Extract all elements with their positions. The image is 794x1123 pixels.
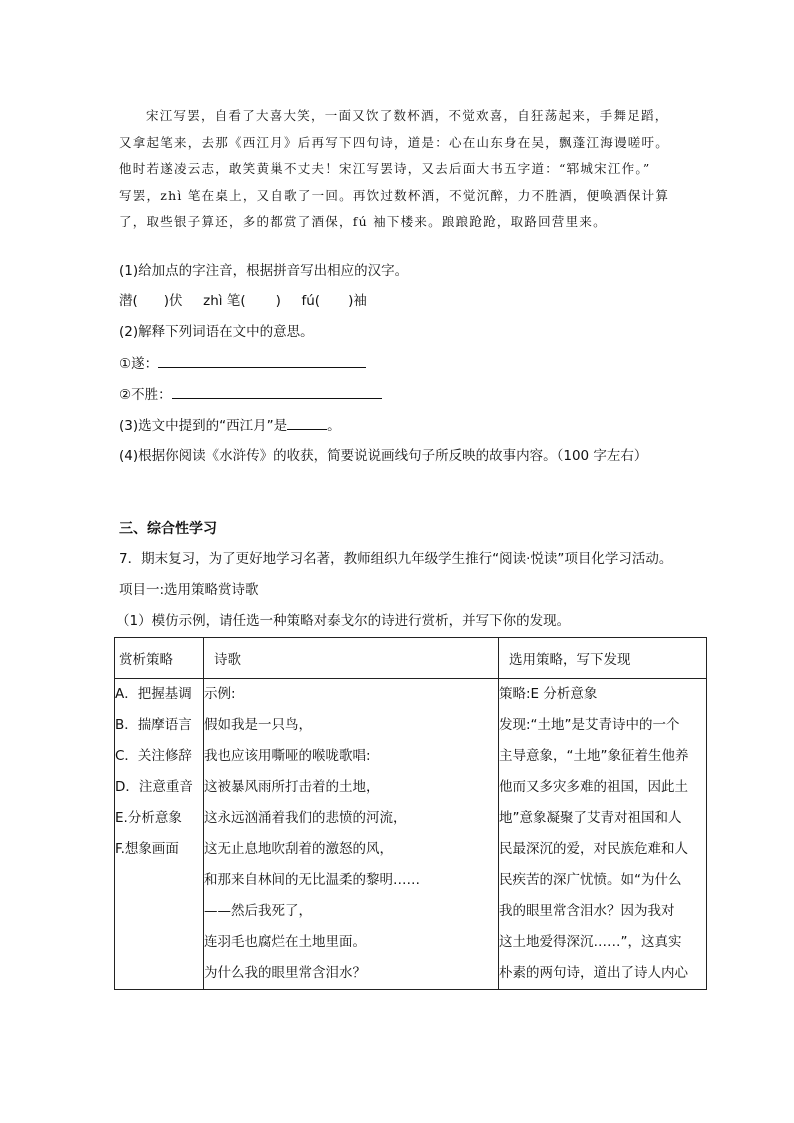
question-4: (4)根据你阅读《水浒传》的收获，简要说说画线句子所反映的故事内容。（100 字左右） — [119, 448, 648, 464]
table-row — [115, 679, 707, 990]
question-2-item-1 — [119, 353, 366, 374]
answer-line[interactable] — [287, 415, 327, 430]
finding-cell — [499, 679, 707, 990]
poem-line: 这被暴风雨所打击着的土地， — [204, 779, 380, 795]
question-3 — [119, 415, 341, 436]
strategy-item: F.想象画面 — [115, 841, 179, 857]
fill-word-2-suffix: ) — [275, 293, 281, 309]
poem-line: 我也应该用嘶哑的喉咙歌唱: — [204, 748, 371, 764]
finding-line: 策略:E 分析意象 — [499, 686, 598, 702]
table-header-row — [115, 638, 707, 679]
passage-line: 宋江写罢，自看了大喜大笑，一面又饮了数杯酒，不觉欢喜，自狂荡起来，手舞足蹈， — [146, 108, 669, 123]
passage-line: 他时若遂凌云志，敢笑黄巢不丈夫！宋江写罢诗，又去后面大书五字道：“郓城宋江作。” — [119, 161, 651, 176]
fill-word-3-prefix: fú( — [301, 293, 321, 309]
finding-line: 民疾苦的深广忧愤。如“为什么 — [499, 872, 682, 888]
strategy-list — [115, 679, 204, 990]
poem-line: 假如我是一只鸟， — [204, 717, 312, 733]
strategy-item: D．注意重音 — [115, 779, 193, 795]
question-2-item-2 — [119, 384, 382, 405]
item-label: ②不胜： — [119, 387, 172, 403]
passage-excerpt — [119, 103, 704, 236]
poem-cell — [204, 679, 499, 990]
poem-line: 连羽毛也腐烂在土地里面。 — [204, 934, 366, 950]
poem-line: 为什么我的眼里常含泪水？ — [204, 965, 366, 981]
passage-line: 写罢，zhì 笔在桌上，又自歌了一回。再饮过数杯酒，不觉沉醉，力不胜酒，便唤酒保计算 — [119, 187, 670, 203]
appreciation-table — [114, 637, 707, 990]
fill-word-3-suffix: )袖 — [348, 293, 367, 309]
fill-word-2-prefix: zhì 笔( — [203, 293, 246, 309]
question-7-sub-1: （1）模仿示例，请任选一种策略对泰戈尔的诗进行赏析，并写下你的发现。 — [116, 613, 571, 629]
strategy-item: C．关注修辞 — [115, 748, 192, 764]
strategy-item: E.分析意象 — [115, 810, 182, 826]
finding-line: 地”意象凝聚了艾青对祖国和人 — [499, 810, 682, 826]
project-title: 项目一:选用策略赏诗歌 — [119, 582, 259, 598]
poem-line: 和那来自林间的无比温柔的黎明…… — [204, 872, 420, 888]
poem-line: 这无止息地吹刮着的激怒的风， — [204, 841, 393, 857]
question-3-text: (3)选文中提到的“西江月”是 — [119, 418, 288, 434]
finding-line: 主导意象，“土地”象征着生他养 — [499, 748, 689, 764]
poem-line: ——然后我死了， — [204, 903, 312, 919]
poem-line: 这永远汹涌着我们的悲愤的河流， — [204, 810, 407, 826]
finding-line: 民最深沉的爱，对民族危难和人 — [499, 841, 688, 857]
passage-line: 了，取些银子算还，多的都赏了酒保，fú 袖下楼来。踉踉跄跄，取路回营里来。 — [119, 214, 607, 229]
header-poem: 诗歌 — [204, 638, 499, 679]
fill-word-1-suffix: )伏 — [163, 293, 183, 309]
answer-line[interactable] — [172, 384, 382, 399]
header-strategy: 赏析策略 — [115, 638, 204, 679]
finding-line: 这土地爱得深沉……”，这真实 — [499, 934, 682, 950]
answer-line[interactable] — [158, 353, 366, 368]
question-1-fill-row — [119, 291, 367, 311]
header-finding: 选用策略，写下发现 — [499, 638, 707, 679]
passage-line: 又拿起笔来，去那《西江月》后再写下四句诗，道是：心在山东身在吴，飘蓬江海谩嗟吁。 — [119, 134, 670, 150]
finding-line: 我的眼里常含泪水？因为我对 — [499, 903, 675, 919]
item-label: ①遂： — [119, 356, 159, 372]
strategy-item: B．揣摩语言 — [115, 717, 192, 733]
strategy-item: A．把握基调 — [115, 686, 192, 702]
finding-line: 朴素的两句诗，道出了诗人内心 — [499, 965, 688, 981]
poem-line: 示例: — [204, 686, 236, 702]
finding-line: 他而又多灾多难的祖国，因此土 — [499, 779, 688, 795]
fill-word-1-prefix: 潜( — [119, 293, 138, 309]
question-2: (2)解释下列词语在文中的意思。 — [119, 324, 314, 340]
section-title: 三、综合性学习 — [119, 521, 217, 537]
question-1: (1)给加点的字注音，根据拼音写出相应的汉字。 — [119, 263, 409, 279]
question-3-end: 。 — [327, 418, 341, 434]
finding-line: 发现:“土地”是艾青诗中的一个 — [499, 717, 680, 733]
question-7: 7．期末复习，为了更好地学习名著，教师组织九年级学生推行“阅读·悦读”项目化学习活动。 — [119, 551, 673, 567]
